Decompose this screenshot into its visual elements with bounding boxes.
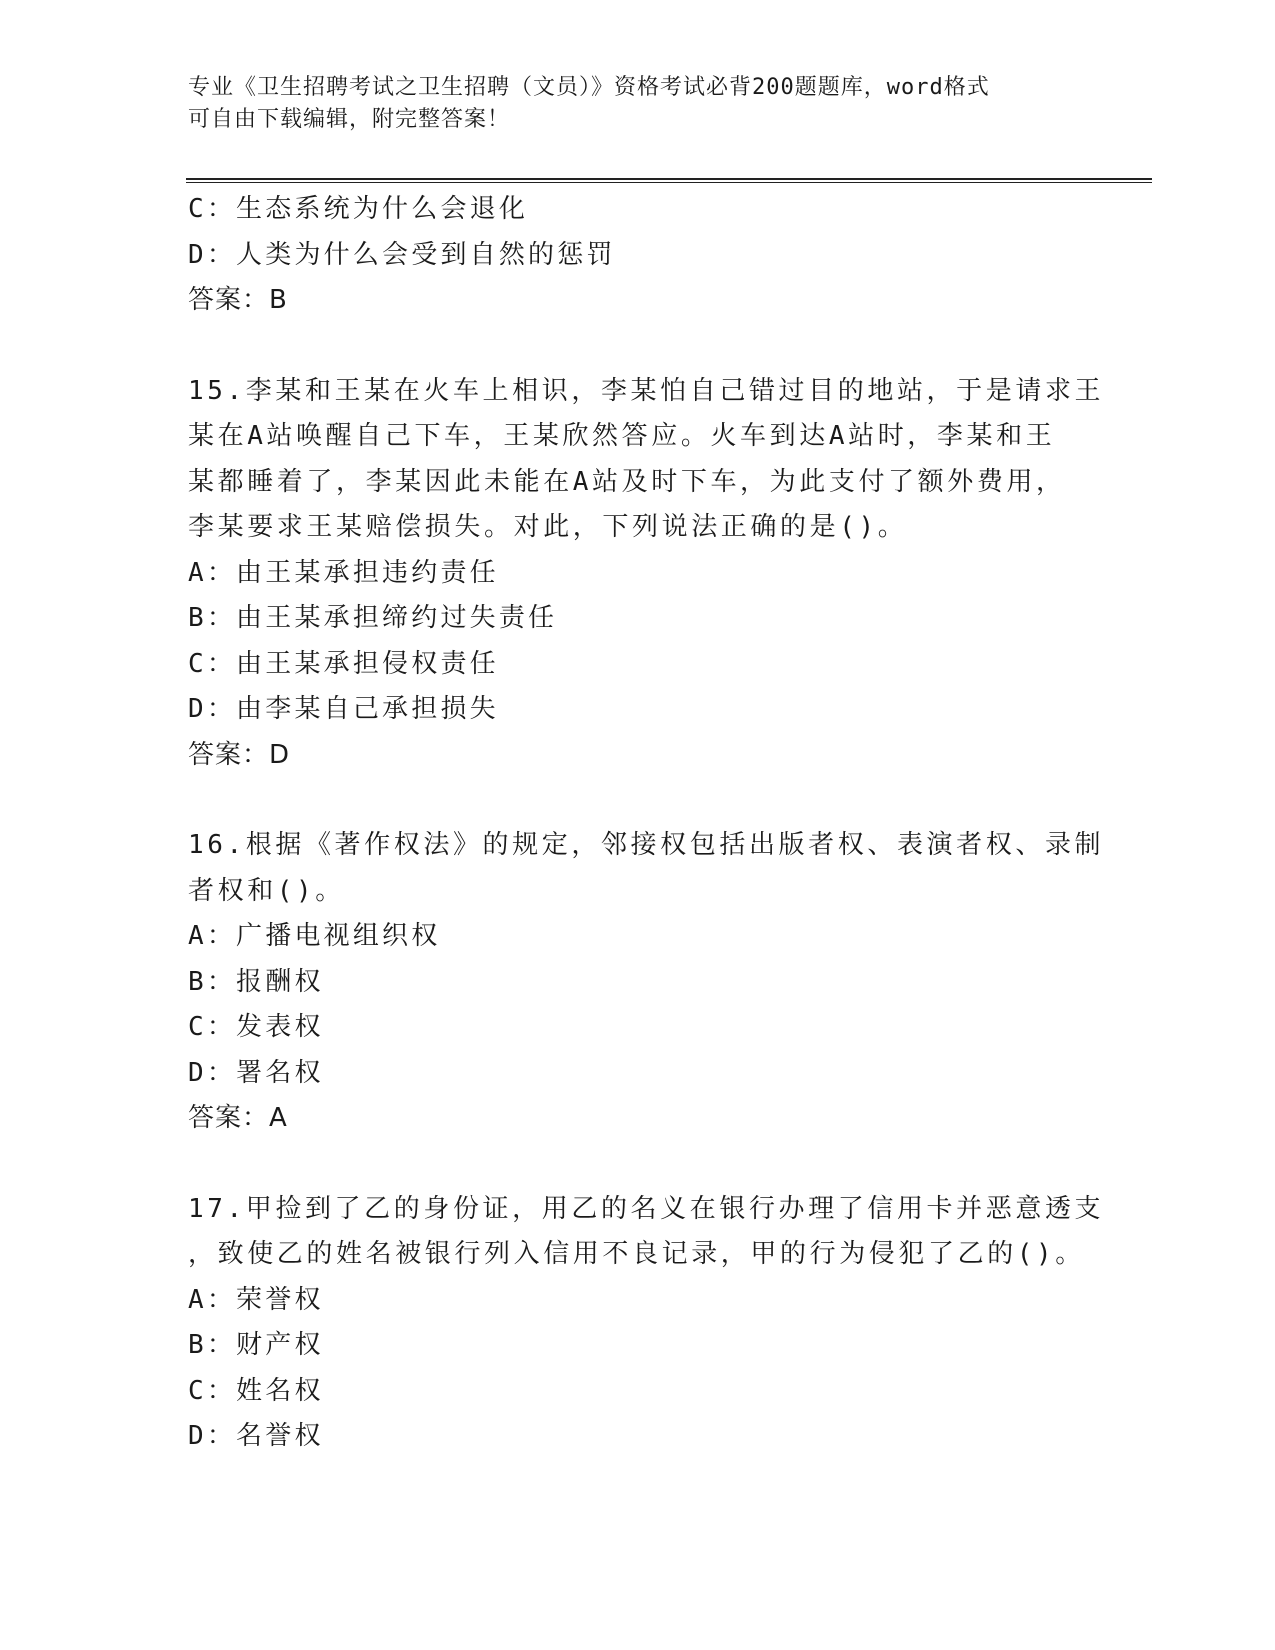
- question-text-line: 某都睡着了，李某因此未能在A站及时下车，为此支付了额外费用，: [188, 466, 1066, 497]
- question-text: [188, 369, 1105, 551]
- option-d: D：署名权: [188, 1057, 324, 1088]
- question-text-line: ，致使乙的姓名被银行列入信用不良记录，甲的行为侵犯了乙的()。: [188, 1239, 1085, 1269]
- question-text: [188, 1187, 1105, 1278]
- option-c: C：发表权: [188, 1012, 324, 1042]
- option-d: D：由李某自己承担损失: [188, 694, 499, 724]
- question-text-line: 者权和()。: [188, 875, 345, 906]
- answer-line: 答案：B: [188, 285, 288, 315]
- question-17: [188, 1187, 1105, 1460]
- header-line-2: 可自由下载编辑，附完整答案！: [188, 107, 511, 132]
- option-a: A：由王某承担违约责任: [188, 557, 499, 588]
- header-divider: [186, 178, 1152, 183]
- document-body: [188, 187, 1105, 1460]
- option-b: B：由王某承担缔约过失责任: [188, 603, 558, 633]
- question-15: [188, 369, 1105, 779]
- answer-line: 答案：D: [188, 739, 291, 770]
- question-text: [188, 823, 1105, 914]
- option-d: D：人类为什么会受到自然的惩罚: [188, 239, 616, 270]
- option-a: A：广播电视组织权: [188, 921, 441, 951]
- question-continuation: [188, 187, 1088, 324]
- question-text-line: 15.李某和王某在火车上相识，李某怕自己错过目的地站，于是请求王: [188, 375, 1105, 406]
- option-c: C：由王某承担侵权责任: [188, 648, 499, 679]
- header-line-1: 专业《卫生招聘考试之卫生招聘（文员）》资格考试必背200题题库，word格式: [188, 75, 990, 100]
- option-c: C：姓名权: [188, 1375, 324, 1406]
- question-16: [188, 823, 1105, 1142]
- question-text-line: 某在A站唤醒自己下车，王某欣然答应。火车到达A站时，李某和王: [188, 421, 1056, 451]
- document-header: [188, 72, 1068, 136]
- question-text-line: 17.甲捡到了乙的身份证，用乙的名义在银行办理了信用卡并恶意透支: [188, 1193, 1105, 1224]
- option-b: B：财产权: [188, 1330, 324, 1360]
- question-text-line: 李某要求王某赔偿损失。对此，下列说法正确的是()。: [188, 512, 908, 542]
- question-text-line: 16.根据《著作权法》的规定，邻接权包括出版者权、表演者权、录制: [188, 830, 1105, 860]
- option-c: C：生态系统为什么会退化: [188, 194, 529, 224]
- option-a: A：荣誉权: [188, 1284, 324, 1315]
- option-d: D：名誉权: [188, 1421, 324, 1451]
- answer-line: 答案：A: [188, 1103, 288, 1133]
- option-b: B：报酬权: [188, 966, 324, 997]
